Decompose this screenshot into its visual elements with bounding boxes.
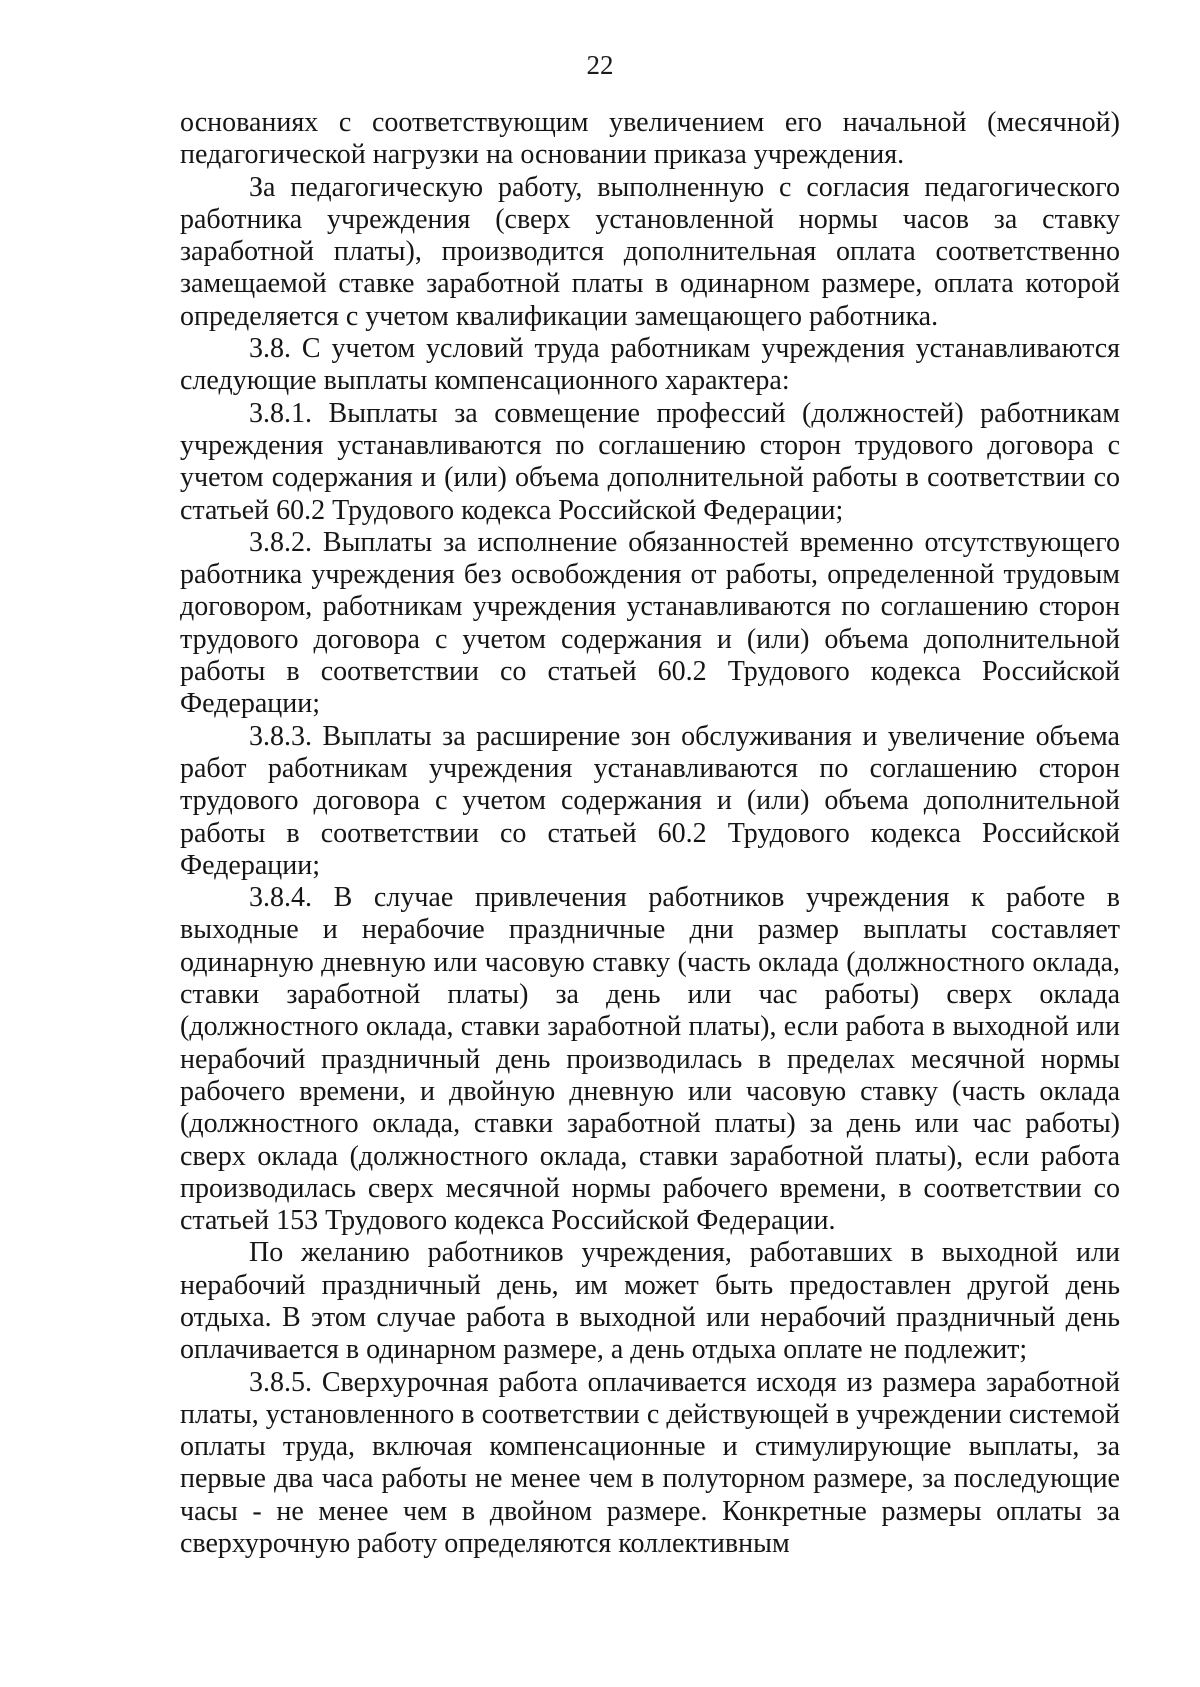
- paragraph-3-8-2: 3.8.2. Выплаты за исполнение обязанностей временно отсутствующего работника учреждения без освобождения от работы, определенной трудовым договором, работникам учреждения устанавливаются по соглашению сторон трудового договора с учетом содержания и (или) объема дополнительной работы в соответствии со статьей 60.2 Трудового кодекса Российской Федерации;: [180, 526, 1120, 720]
- paragraph-3-8-3: 3.8.3. Выплаты за расширение зон обслуживания и увеличение объема работ работникам учреждения устанавливаются по соглашению сторон трудового договора с учетом содержания и (или) объема дополнительной работы в соответствии со статьей 60.2 Трудового кодекса Российской Федерации;: [180, 720, 1120, 881]
- paragraph-3-8-4: 3.8.4. В случае привлечения работников учреждения к работе в выходные и нерабочие праздничные дни размер выплаты составляет одинарную дневную или часовую ставку (часть оклада (должностного оклада, ставки заработной платы) за день или час работы) сверх оклада (должностного оклада, ставки заработной платы), если работа в выходной или нерабочий праздничный день производилась в пределах месячной нормы рабочего времени, и двойную дневную или часовую ставку (часть оклада (должностного оклада, ставки заработной платы) за день или час работы) сверх оклада (должностного оклада, ставки заработной платы), если работа производилась сверх месячной нормы рабочего времени, в соответствии со статьей 153 Трудового кодекса Российской Федерации.: [180, 882, 1120, 1237]
- paragraph-3-8: 3.8. С учетом условий труда работникам учреждения устанавливаются следующие выплаты компенсационного характера:: [180, 333, 1120, 397]
- paragraph-day-off: По желанию работников учреждения, работавших в выходной или нерабочий праздничный день, им может быть предоставлен другой день отдыха. В этом случае работа в выходной или нерабочий праздничный день оплачивается в одинарном размере, а день отдыха оплате не подлежит;: [180, 1237, 1120, 1366]
- page-number: 22: [586, 50, 614, 80]
- paragraph-substitution-pay: За педагогическую работу, выполненную с согласия педагогического работника учреждения (сверх установленной нормы часов за ставку заработной платы), производится дополнительная оплата соответственно замещаемой ставке заработной платы в одинарном размере, оплата которой определяется с учетом квалификации замещающего работника.: [180, 171, 1120, 332]
- paragraph-3-8-1: 3.8.1. Выплаты за совмещение профессий (должностей) работникам учреждения устанавливаются по соглашению сторон трудового договора с учетом содержания и (или) объема дополнительной работы в соответствии со статьей 60.2 Трудового кодекса Российской Федерации;: [180, 397, 1120, 526]
- document-body: [180, 107, 1120, 1560]
- paragraph-3-8-5: 3.8.5. Сверхурочная работа оплачивается исходя из размера заработной платы, установленного в соответствии с действующей в учреждении системой оплаты труда, включая компенсационные и стимулирующие выплаты, за первые два часа работы не менее чем в полуторном размере, за последующие часы - не менее чем в двойном размере. Конкретные размеры оплаты за сверхурочную работу определяются коллективным: [180, 1366, 1120, 1560]
- paragraph-continuation: основаниях с соответствующим увеличением его начальной (месячной) педагогической нагрузки на основании приказа учреждения.: [180, 107, 1120, 171]
